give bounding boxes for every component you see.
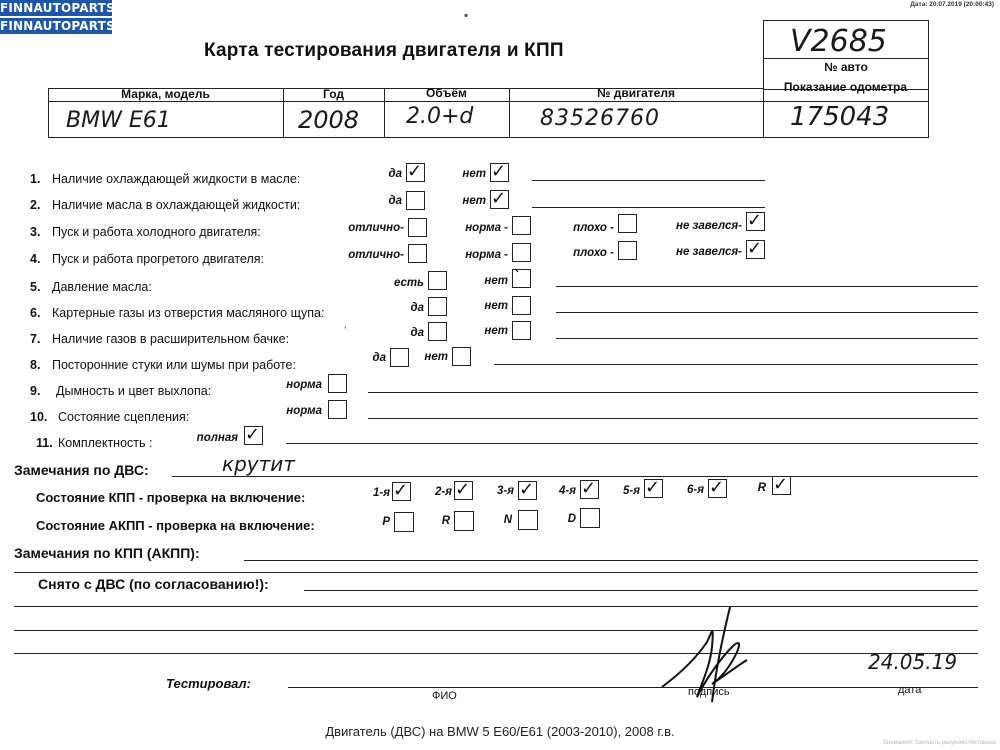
item-number: 2. bbox=[30, 198, 41, 212]
item-number: 10. bbox=[30, 410, 48, 424]
checkbox[interactable] bbox=[746, 212, 765, 231]
item-number: 8. bbox=[30, 358, 41, 372]
date-value: 24.05.19 bbox=[868, 650, 958, 674]
item-number: 1. bbox=[30, 172, 41, 186]
check-mark: ` bbox=[513, 267, 522, 288]
item-question: Картерные газы из отверстия масляного щупа: bbox=[52, 306, 325, 320]
gear-checkbox[interactable] bbox=[392, 482, 411, 501]
value-volume: 2.0+d bbox=[406, 104, 474, 129]
item-question: Состояние сцепления: bbox=[58, 410, 190, 424]
auto-gear-label: N bbox=[503, 514, 512, 526]
sign-label: подпись bbox=[688, 686, 730, 698]
checkbox[interactable] bbox=[452, 347, 471, 366]
option-label: норма - bbox=[465, 222, 508, 234]
checkbox[interactable] bbox=[328, 400, 347, 419]
table-bottom-line bbox=[48, 137, 928, 138]
checkbox[interactable] bbox=[746, 240, 765, 259]
header-odometer: Показание одометра bbox=[783, 80, 908, 94]
header-make-model: Марка, модель bbox=[121, 87, 210, 101]
checkbox[interactable] bbox=[512, 216, 531, 235]
option-label: да bbox=[388, 195, 402, 207]
checkbox[interactable] bbox=[328, 374, 347, 393]
item-question: Пуск и работа прогретого двигателя: bbox=[52, 252, 264, 266]
checkbox[interactable] bbox=[512, 321, 531, 340]
tested-label: Тестировал: bbox=[166, 676, 251, 691]
checkbox[interactable] bbox=[618, 241, 637, 260]
option-label: нет bbox=[462, 168, 486, 180]
option-label: не завелся- bbox=[676, 246, 742, 258]
item-question: Дымность и цвет выхлопа: bbox=[56, 384, 212, 398]
table-col-line bbox=[763, 88, 764, 138]
gear-checkbox[interactable] bbox=[580, 480, 599, 499]
stray-mark: ʼ bbox=[344, 324, 347, 338]
gearbox-remarks-label: Замечания по КПП (АКПП): bbox=[14, 545, 200, 561]
answer-line bbox=[494, 364, 978, 365]
signature-line bbox=[288, 687, 978, 688]
item-number: 3. bbox=[30, 225, 41, 239]
check-mark: ✓ bbox=[491, 161, 507, 182]
engine-remarks-value: крутит bbox=[222, 452, 295, 476]
answer-line bbox=[556, 286, 978, 287]
check-mark: ✓ bbox=[773, 474, 789, 495]
header-volume: Объём bbox=[426, 86, 467, 100]
checkbox[interactable] bbox=[512, 269, 531, 288]
item-question: Наличие масла в охлаждающей жидкости: bbox=[52, 198, 301, 212]
footer-caption: Двигатель (ДВС) на BMW 5 E60/E61 (2003-2010), 2008 г.в. bbox=[325, 724, 675, 739]
automatic-label: Состояние АКПП - проверка на включение: bbox=[36, 518, 315, 533]
option-label: нет bbox=[424, 351, 448, 363]
answer-line bbox=[14, 653, 978, 654]
gear-checkbox[interactable] bbox=[708, 479, 727, 498]
gear-label: 6-я bbox=[687, 484, 704, 496]
gear-checkbox[interactable] bbox=[644, 479, 663, 498]
item-question: Наличие охлаждающей жидкости в масле: bbox=[52, 172, 301, 186]
item-number: 9. bbox=[30, 384, 41, 398]
answer-line bbox=[286, 443, 978, 444]
check-mark: ✓ bbox=[709, 477, 725, 498]
answer-line bbox=[532, 207, 765, 208]
auto-gear-checkbox[interactable] bbox=[580, 508, 600, 528]
check-mark: ✓ bbox=[491, 188, 507, 209]
checkbox[interactable] bbox=[408, 244, 427, 263]
date-label: дата bbox=[898, 684, 922, 696]
checkbox[interactable] bbox=[428, 297, 447, 316]
answer-line bbox=[556, 338, 978, 339]
option-label: нет bbox=[484, 325, 508, 337]
signature-scribble bbox=[652, 602, 772, 712]
engine-remarks-label: Замечания по ДВС: bbox=[14, 462, 149, 478]
gear-checkbox[interactable] bbox=[772, 476, 791, 495]
answer-line bbox=[556, 312, 978, 313]
option-label: да bbox=[410, 302, 424, 314]
item-question: Посторонние стуки или шумы при работе: bbox=[52, 358, 296, 372]
check-mark: ✓ bbox=[407, 161, 423, 182]
scan-dot: ▪ bbox=[464, 8, 469, 22]
checkbox[interactable] bbox=[408, 218, 427, 237]
answer-line bbox=[172, 476, 978, 477]
answer-line bbox=[14, 606, 978, 607]
item-question: Давление масла: bbox=[52, 280, 152, 294]
option-label: не завелся- bbox=[676, 220, 742, 232]
vehicle-number-value: V2685 bbox=[790, 24, 887, 59]
gear-checkbox[interactable] bbox=[518, 481, 537, 500]
answer-line bbox=[368, 418, 978, 419]
check-mark: ✓ bbox=[747, 210, 763, 231]
check-mark: ✓ bbox=[747, 238, 763, 259]
checkbox[interactable] bbox=[428, 322, 447, 341]
checkbox[interactable] bbox=[406, 163, 425, 182]
table-col-line bbox=[928, 88, 929, 138]
item-number: 7. bbox=[30, 332, 41, 346]
checkbox[interactable] bbox=[390, 348, 409, 367]
option-label: плохо - bbox=[573, 247, 614, 259]
gear-label: 2-я bbox=[435, 486, 452, 498]
fio-label: ФИО bbox=[432, 690, 457, 702]
answer-line bbox=[14, 630, 978, 631]
checkbox[interactable] bbox=[244, 426, 263, 445]
finnautoparts-logo-second: FINNAUTOPARTS bbox=[0, 19, 115, 33]
gear-checkbox[interactable] bbox=[454, 481, 473, 500]
auto-gear-checkbox[interactable] bbox=[518, 510, 538, 530]
finnautoparts-logo: FINNAUTOPARTS bbox=[0, 1, 115, 15]
option-label: плохо - bbox=[573, 222, 614, 234]
check-mark: ✓ bbox=[581, 478, 597, 499]
checkbox[interactable] bbox=[512, 296, 531, 315]
checkbox[interactable] bbox=[428, 271, 447, 290]
gearbox-label: Состояние КПП - проверка на включение: bbox=[36, 490, 306, 505]
checkbox[interactable] bbox=[490, 190, 509, 209]
option-label: нет bbox=[484, 300, 508, 312]
check-mark: ✓ bbox=[245, 424, 261, 445]
option-label: да bbox=[372, 352, 386, 364]
answer-line bbox=[304, 590, 978, 591]
item-question: Наличие газов в расширительном бачке: bbox=[52, 332, 290, 346]
item-question: Пуск и работа холодного двигателя: bbox=[52, 225, 261, 239]
auto-gear-label: P bbox=[382, 516, 390, 528]
check-mark: ✓ bbox=[645, 477, 661, 498]
item-number: 11. bbox=[36, 436, 53, 450]
option-label: полная bbox=[196, 432, 238, 444]
auto-gear-checkbox[interactable] bbox=[394, 512, 414, 532]
option-label: норма bbox=[286, 405, 322, 417]
option-label: отлично- bbox=[348, 249, 404, 261]
header-year: Год bbox=[323, 87, 344, 101]
check-mark: ✓ bbox=[393, 480, 409, 501]
value-make-model: BMW E61 bbox=[66, 108, 171, 133]
checkbox[interactable] bbox=[618, 214, 637, 233]
check-mark: ✓ bbox=[455, 479, 471, 500]
gear-label: 1-я bbox=[373, 487, 390, 499]
answer-line bbox=[244, 560, 978, 561]
top-date: Дата: 20.07.2019 (20:00:43) bbox=[910, 1, 994, 8]
checkbox[interactable] bbox=[406, 191, 425, 210]
option-label: норма bbox=[286, 379, 322, 391]
option-label: нет bbox=[484, 275, 508, 287]
item-question: Комплектность : bbox=[58, 436, 153, 450]
removed-label: Снято с ДВС (по согласованию!): bbox=[38, 576, 269, 592]
checkbox[interactable] bbox=[490, 163, 509, 182]
option-label: норма - bbox=[465, 249, 508, 261]
gear-label: 3-я bbox=[497, 485, 514, 497]
auto-gear-checkbox[interactable] bbox=[454, 511, 474, 531]
vehicle-number-label: № авто bbox=[824, 60, 868, 74]
option-label: отлично- bbox=[348, 222, 404, 234]
answer-line bbox=[532, 180, 765, 181]
auto-gear-label: D bbox=[567, 513, 576, 525]
item-number: 5. bbox=[30, 280, 41, 294]
auto-gear-label: R bbox=[441, 515, 450, 527]
check-mark: ✓ bbox=[519, 479, 535, 500]
page-title: Карта тестирования двигателя и КПП bbox=[204, 40, 564, 61]
header-engine-no: № двигателя bbox=[597, 86, 675, 100]
gear-label: R bbox=[757, 482, 766, 494]
option-label: есть bbox=[394, 277, 424, 289]
value-year: 2008 bbox=[298, 106, 360, 134]
gear-label: 4-я bbox=[559, 485, 576, 497]
checkbox[interactable] bbox=[512, 243, 531, 262]
option-label: нет bbox=[462, 195, 486, 207]
answer-line bbox=[368, 392, 978, 393]
item-number: 4. bbox=[30, 252, 41, 266]
value-odometer: 175043 bbox=[790, 102, 890, 132]
option-label: да bbox=[410, 327, 424, 339]
item-number: 6. bbox=[30, 306, 41, 320]
option-label: да bbox=[388, 168, 402, 180]
value-engine-no: 83526760 bbox=[540, 106, 660, 131]
gear-label: 5-я bbox=[623, 485, 640, 497]
watermark-bottom: Внимание! Запчасть разукомплектована bbox=[882, 740, 996, 746]
answer-line bbox=[14, 572, 978, 573]
